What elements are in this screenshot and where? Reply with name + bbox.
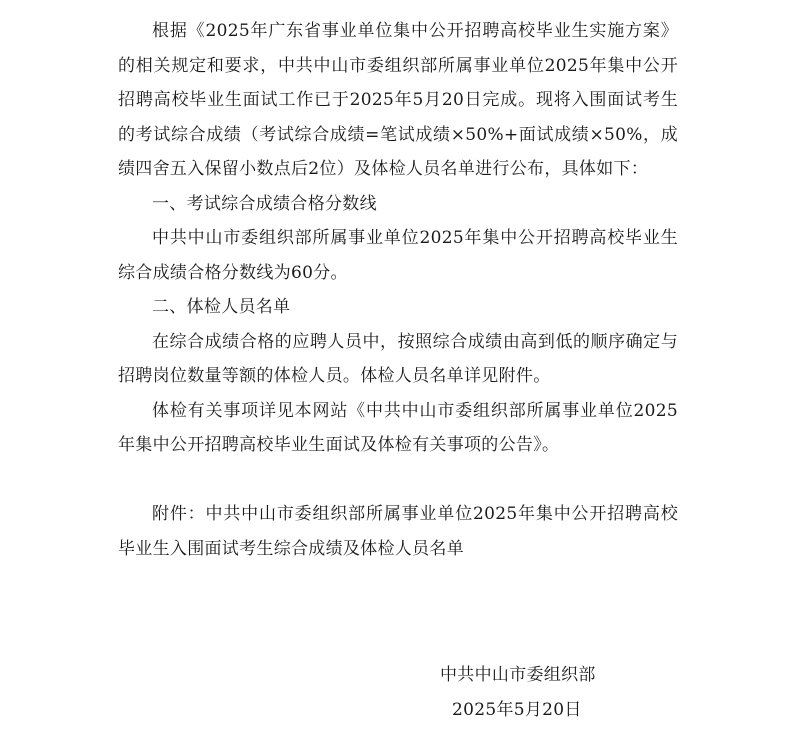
intro-paragraph: 根据《2025年广东省事业单位集中公开招聘高校毕业生实施方案》的相关规定和要求，中共中山市委组织部所属事业单位2025年集中公开招聘高校毕业生面试工作已于2025年5月20日完成。现将入围面试考生的考试综合成绩（考试综合成绩=笔试成绩×50%+面试成绩×50%，成绩四舍五入保留小数点后2位）及体检人员名单进行公布，具体如下： xyxy=(118,21,678,179)
section-2-heading: 二、体检人员名单 xyxy=(152,297,291,317)
document-body xyxy=(118,14,678,566)
section-1-body: 中共中山市委组织部所属事业单位2025年集中公开招聘高校毕业生综合成绩合格分数线为60分。 xyxy=(118,228,678,283)
blank-line xyxy=(118,463,678,498)
signature-organization: 中共中山市委组织部 xyxy=(440,665,596,685)
notice-paragraph: 体检有关事项详见本网站《中共中山市委组织部所属事业单位2025年集中公开招聘高校毕业生面试及体检有关事项的公告》。 xyxy=(118,400,678,455)
section-2-body: 在综合成绩合格的应聘人员中，按照综合成绩由高到低的顺序确定与招聘岗位数量等额的体检人员。体检人员名单详见附件。 xyxy=(118,331,678,386)
signature-date: 2025年5月20日 xyxy=(452,699,582,720)
section-1-heading: 一、考试综合成绩合格分数线 xyxy=(152,193,377,214)
attachment-paragraph: 附件：中共中山市委组织部所属事业单位2025年集中公开招聘高校毕业生入围面试考生综合成绩及体检人员名单 xyxy=(118,504,678,559)
